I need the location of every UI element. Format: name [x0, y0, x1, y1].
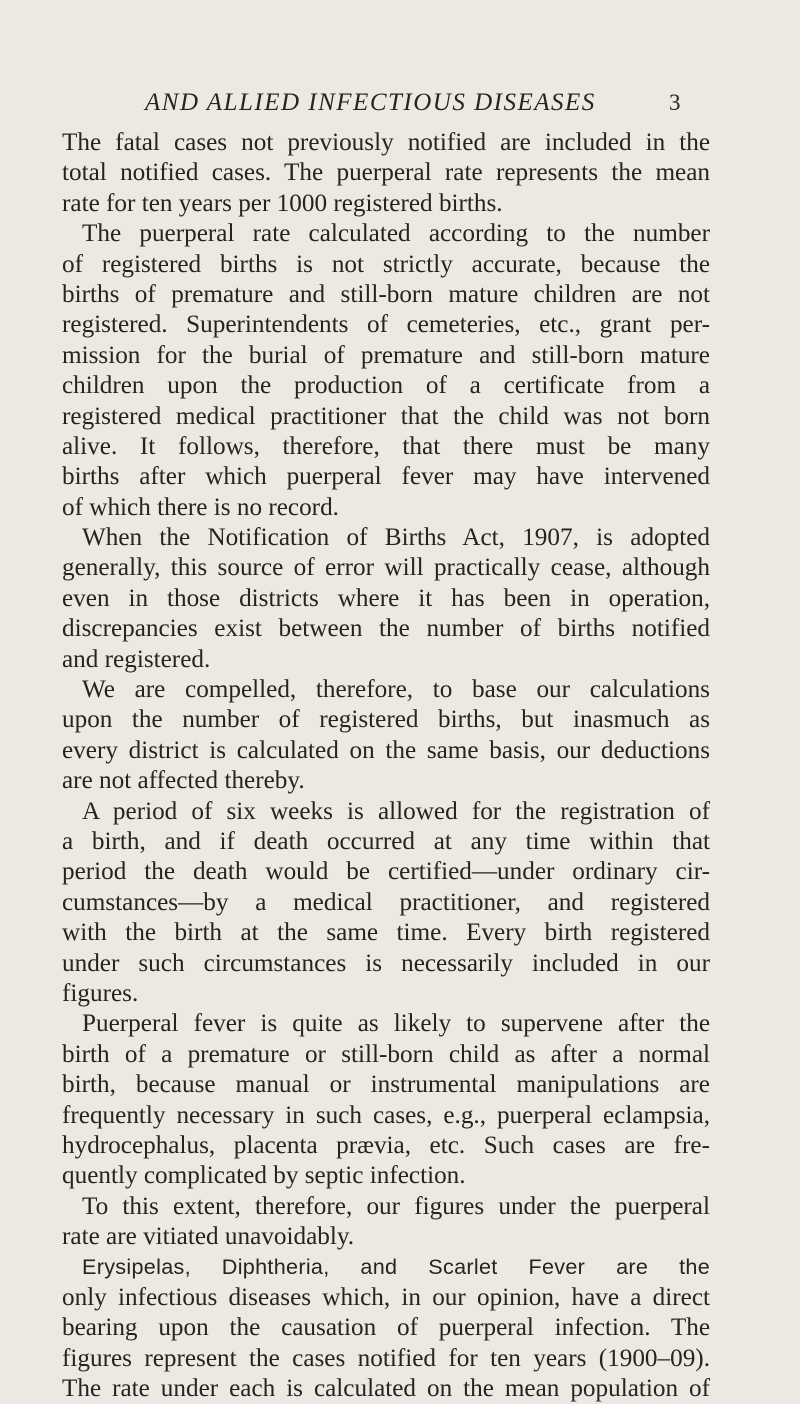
text-line: period the death would be certified—under ordinary cir- [62, 858, 710, 886]
text-line: of which there is no record. [62, 493, 339, 521]
text-line: birth, because manual or instrumental manipulations are [62, 1071, 710, 1099]
text-line: discrepancies exist between the number of births notified [62, 615, 710, 643]
text-line: quently complicated by septic infection. [62, 1162, 466, 1190]
text-line: The rate under each is calculated on the mean population of [62, 1375, 710, 1403]
text-line: bearing upon the causation of puerperal infection. The [62, 1314, 710, 1342]
text-line: A period of six weeks is allowed for the registration of [82, 797, 710, 825]
text-line: every district is calculated on the same basis, our deductions [62, 736, 710, 764]
text-line: The fatal cases not previously notified are included in the [62, 129, 710, 156]
text-line: cumstances—by a medical practitioner, and registered [62, 888, 710, 916]
running-title: AND ALLIED INFECTIOUS DISEASES [145, 89, 596, 116]
text-line: alive. It follows, therefore, that there must be many [62, 432, 710, 460]
text-line: of registered births is not strictly accurate, because the [62, 250, 710, 278]
page-number: 3 [669, 90, 681, 115]
text-line: a birth, and if death occurred at any time within that [62, 827, 710, 855]
text-line: registered. Superintendents of cemeteries, etc., grant per- [62, 311, 710, 339]
text-line: and registered. [62, 645, 211, 673]
text-line: generally, this source of error will practically cease, although [62, 554, 710, 582]
text-line: births of premature and still-born mature children are not [62, 280, 710, 308]
text-line: births after which puerperal fever may have intervened [62, 463, 710, 491]
text-line: The puerperal rate calculated according to the number [82, 220, 710, 248]
text-line: mission for the burial of premature and still-born mature [62, 341, 710, 369]
text-line: children upon the production of a certificate from a [62, 372, 710, 400]
text-line: total notified cases. The puerperal rate represents the mean [62, 159, 710, 187]
text-line: Erysipelas, Diphtheria, and Scarlet Fever are the [82, 1254, 710, 1280]
text-line: When the Notification of Births Act, 1907, is adopted [82, 524, 710, 552]
text-line: Puerperal fever is quite as likely to supervene after the [82, 1010, 710, 1038]
text-line: figures represent the cases notified for ten years (1900–09). [62, 1344, 710, 1372]
text-line: We are compelled, therefore, to base our calculations [82, 676, 710, 704]
text-line: figures. [62, 979, 139, 1007]
text-line: hydrocephalus, placenta prævia, etc. Such cases are fre- [62, 1131, 710, 1159]
text-line: under such circumstances is necessarily included in our [62, 949, 710, 977]
text-line: rate are vitiated unavoidably. [62, 1223, 355, 1251]
text-line: with the birth at the same time. Every birth registered [62, 919, 710, 947]
text-line: upon the number of registered births, but inasmuch as [62, 706, 710, 734]
text-line: even in those districts where it has been in operation, [62, 584, 710, 612]
text-line: frequently necessary in such cases, e.g., puerperal eclampsia, [62, 1101, 710, 1129]
text-line: registered medical practitioner that the child was not born [62, 402, 710, 430]
text-line: rate for ten years per 1000 registered births. [62, 189, 503, 217]
text-line: are not affected thereby. [62, 767, 305, 795]
text-line: To this extent, therefore, our figures under the puerperal [82, 1192, 710, 1220]
body-text [62, 128, 710, 1404]
text-line: birth of a premature or still-born child as after a normal [62, 1040, 710, 1068]
text-line: only infectious diseases which, in our opinion, have a direct [62, 1283, 710, 1311]
